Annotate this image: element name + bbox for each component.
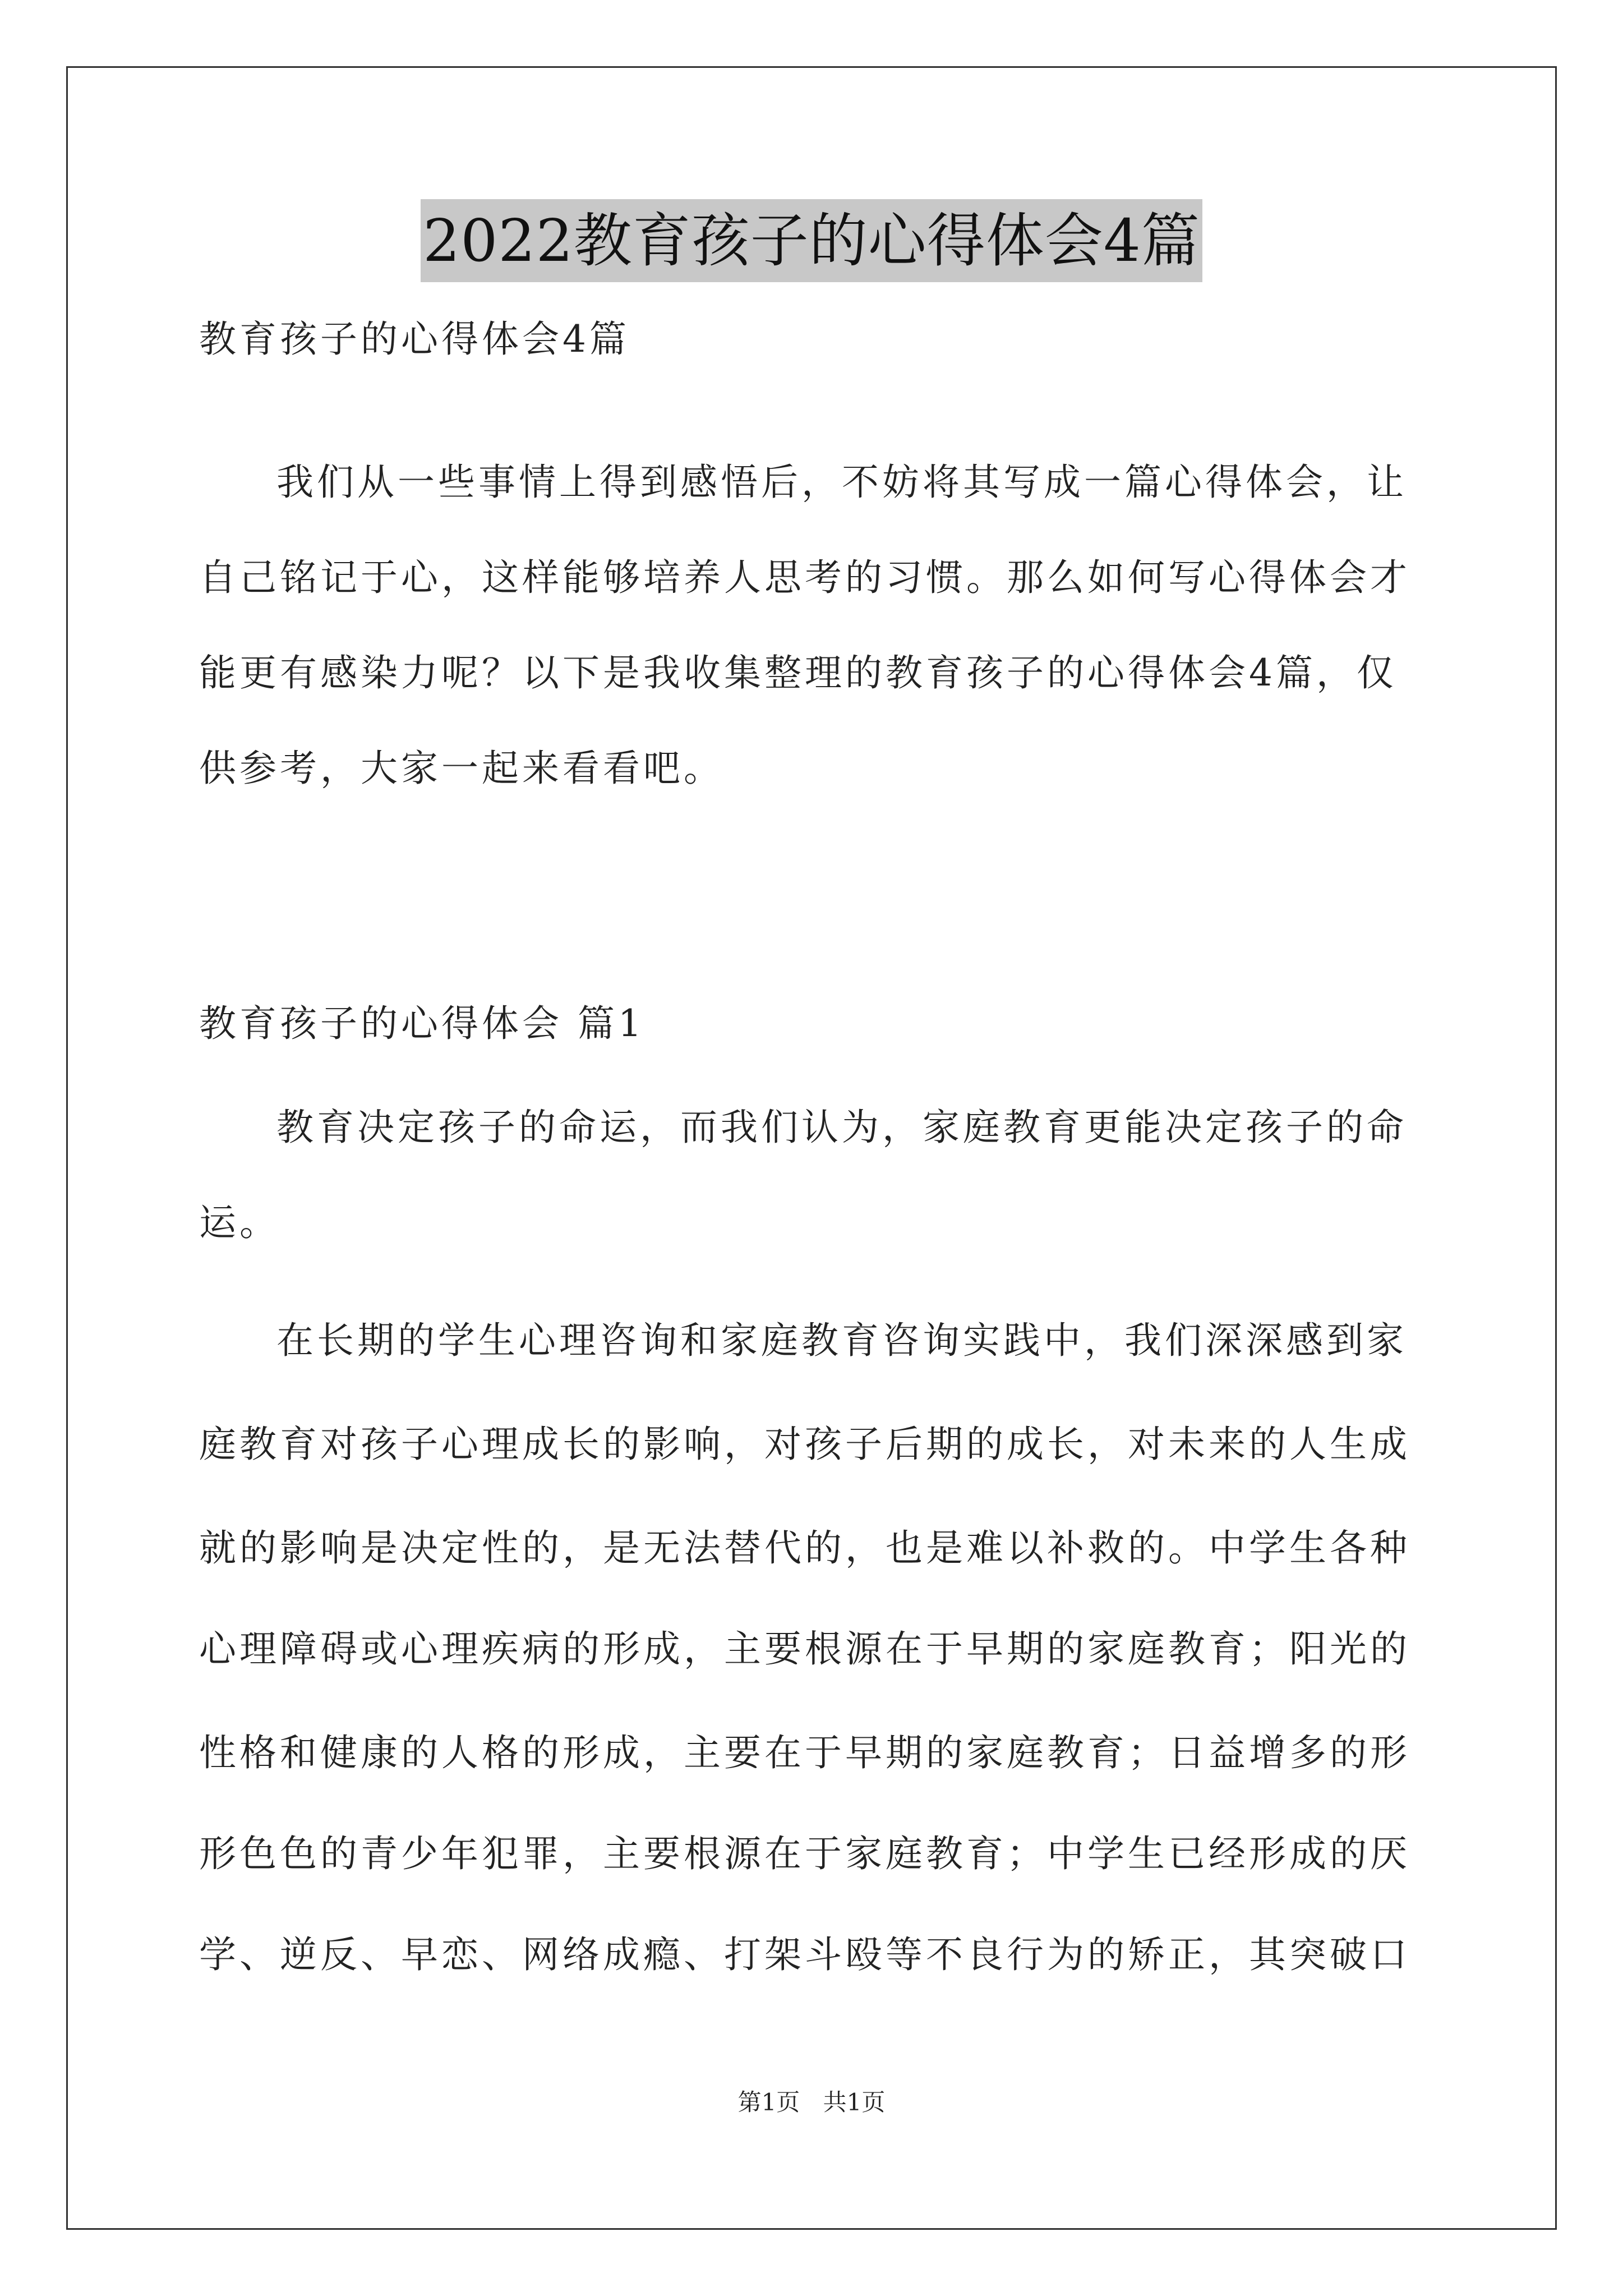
paragraph-line: 我们从一些事情上得到感悟后，不妨将其写成一篇心得体会，让 <box>276 461 1407 504</box>
page-footer <box>0 2084 1623 2118</box>
paragraph-line: 运。 <box>199 1201 280 1244</box>
page-number-current: 第1页 <box>737 2088 800 2116</box>
paragraph-line: 能更有感染力呢？以下是我收集整理的教育孩子的心得体会4篇，仅 <box>199 651 1397 694</box>
paragraph-line: 就的影响是决定性的，是无法替代的，也是难以补救的。中学生各种 <box>199 1526 1410 1570</box>
paragraph-line: 自己铭记于心，这样能够培养人思考的习惯。那么如何写心得体会才 <box>199 556 1410 599</box>
paragraph-line: 性格和健康的人格的形成，主要在于早期的家庭教育；日益增多的形 <box>199 1731 1410 1774</box>
paragraph-line: 心理障碍或心理疾病的形成，主要根源在于早期的家庭教育；阳光的 <box>199 1627 1410 1671</box>
paragraph-line: 庭教育对孩子心理成长的影响，对孩子后期的成长，对未来的人生成 <box>199 1423 1410 1466</box>
document-title: 2022教育孩子的心得体会4篇 <box>421 199 1202 282</box>
paragraph-line: 形色色的青少年犯罪，主要根源在于家庭教育；中学生已经形成的厌 <box>199 1832 1410 1875</box>
subtitle: 教育孩子的心得体会4篇 <box>199 318 630 361</box>
paragraph-line: 学、逆反、早恋、网络成瘾、打架斗殴等不良行为的矫正，其突破口 <box>199 1933 1410 1976</box>
page-number-total: 共1页 <box>823 2088 886 2116</box>
section-heading: 教育孩子的心得体会 篇1 <box>199 1002 645 1045</box>
title-container <box>0 199 1623 282</box>
paragraph-line: 在长期的学生心理咨询和家庭教育咨询实践中，我们深深感到家 <box>276 1319 1407 1362</box>
paragraph-line: 教育决定孩子的命运，而我们认为，家庭教育更能决定孩子的命 <box>276 1106 1407 1149</box>
paragraph-line: 供参考，大家一起来看看吧。 <box>199 747 724 790</box>
